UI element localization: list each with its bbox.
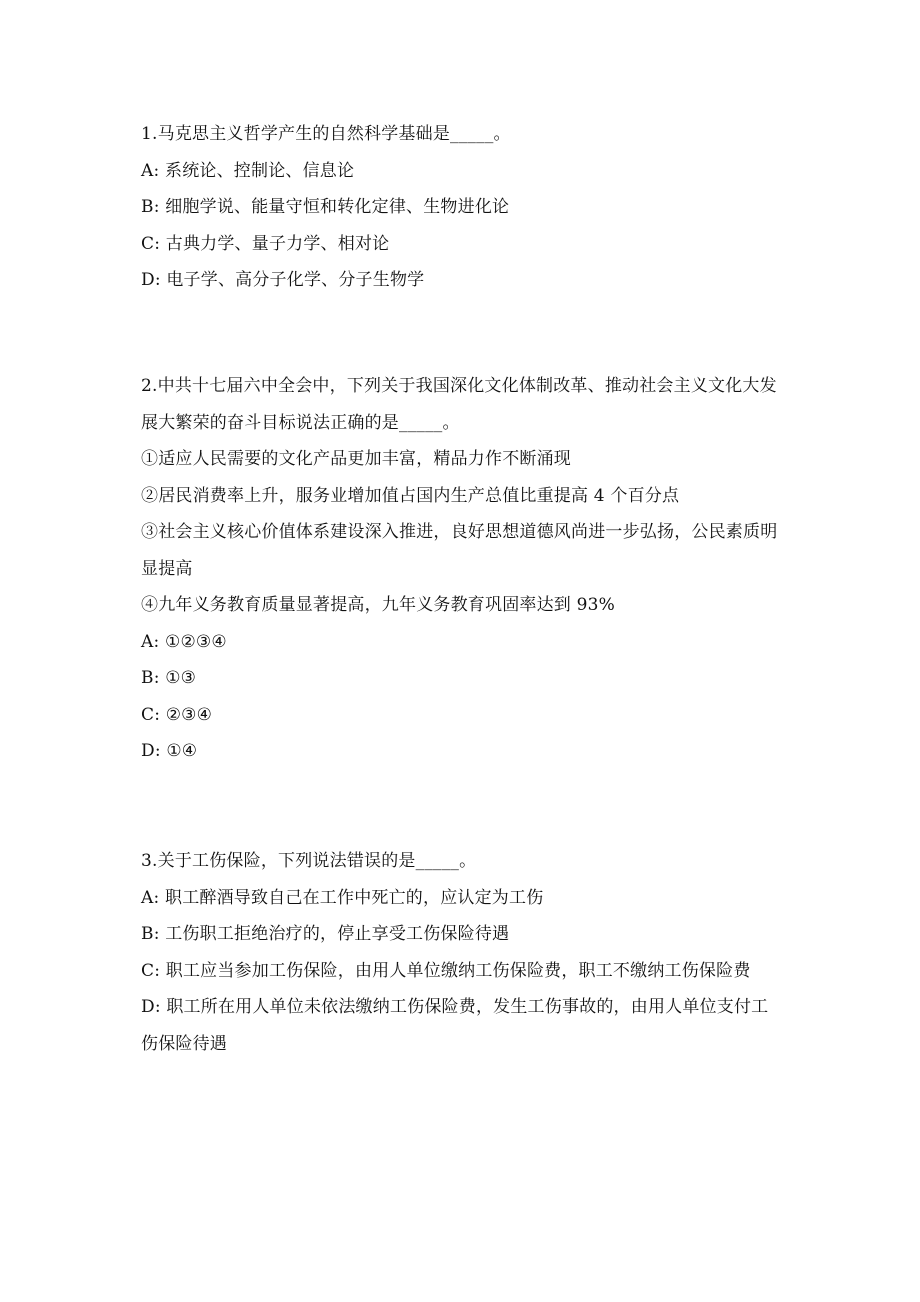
option-a: A: 系统论、控制论、信息论 [141,160,355,181]
option-b: B: ①③ [141,668,197,688]
option-a: A: ①②③④ [141,631,227,652]
question-stem: 3.关于工伤保险，下列说法错误的是_____。 [141,851,477,871]
option-d: D: ①④ [141,741,198,761]
option-c: C: 古典力学、量子力学、相对论 [141,233,390,254]
option-d: D: 职工所在用人单位未依法缴纳工伤保险费，发生工伤事故的，由用人单位支付工伤保险待遇 [141,997,769,1054]
statement-2: ②居民消费率上升，服务业增加值占国内生产总值比重提高 4 个百分点 [141,485,680,506]
statement-1: ①适应人民需要的文化产品更加丰富，精品力作不断涌现 [141,449,571,469]
question-stem: 1.马克思主义哲学产生的自然科学基础是_____。 [141,124,511,144]
question-2 [141,368,781,770]
option-c: C: 职工应当参加工伤保险，由用人单位缴纳工伤保险费，职工不缴纳工伤保险费 [141,960,751,981]
statement-4: ④九年义务教育质量显著提高，九年义务教育巩固率达到 93% [141,595,615,615]
question-1 [141,116,781,299]
option-d: D: 电子学、高分子化学、分子生物学 [141,270,425,290]
option-b: B: 工伤职工拒绝治疗的，停止享受工伤保险待遇 [141,924,510,944]
option-a: A: 职工醉酒导致自己在工作中死亡的，应认定为工伤 [141,887,544,908]
question-stem: 2.中共十七届六中全会中，下列关于我国深化文化体制改革、推动社会主义文化大发展大繁荣的奋斗目标说法正确的是_____。 [141,376,777,433]
option-b: B: 细胞学说、能量守恒和转化定律、生物进化论 [141,197,510,217]
option-c: C: ②③④ [141,704,213,725]
question-3 [141,843,781,1062]
statement-3: ③社会主义核心价值体系建设深入推进，良好思想道德风尚进一步弘扬，公民素质明显提高 [141,522,778,579]
